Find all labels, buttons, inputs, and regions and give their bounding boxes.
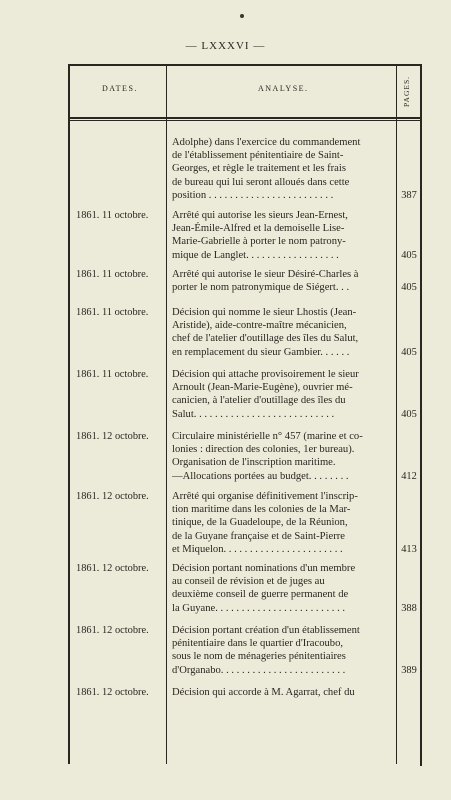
analysis-line: position . . . . . . . . . . . . . . . . . . . . . . . . (172, 189, 334, 201)
ink-speck (240, 14, 244, 18)
entry-date: 1861. 11 octobre. (76, 269, 149, 280)
entry-page: 405 (401, 346, 417, 358)
page-number: — LXXXVI — (185, 40, 266, 52)
analysis-line: Arrêté qui autorise les sieurs Jean-Ernest, (172, 210, 348, 221)
analysis-line: Adolphe) dans l'exercice du commandement (172, 137, 361, 148)
analysis-line: tion maritime dans les colonies de la Mar- (172, 504, 351, 516)
entry-analysis (172, 368, 394, 421)
entry-page: 405 (401, 408, 417, 420)
analysis-line: Décision qui attache provisoirement le sieur (172, 369, 359, 380)
analysis-line: Aristide), aide-contre-maître mécanicien, (172, 320, 347, 332)
analysis-line: Arrêté qui organise définitivement l'inscrip- (172, 491, 358, 502)
analysis-line: Organisation de l'inscription maritime. (172, 457, 336, 469)
analysis-line: Décision portant nominations d'un membre (172, 563, 356, 574)
analysis-line: sous le nom de ménageries pénitentiaires (172, 651, 346, 663)
header-analyse: ANALYSE. (258, 84, 309, 93)
analysis-line: la Guyane. . . . . . . . . . . . . . . . . . . . . . . . . (172, 602, 346, 614)
entry-date: 1861. 12 octobre. (76, 625, 149, 636)
analysis-line: d'Organabo. . . . . . . . . . . . . . . . . . . . . . . . (172, 664, 346, 676)
entry-analysis (172, 490, 394, 556)
entry-analysis (172, 209, 394, 262)
analysis-line: porter le nom patronymique de Siégert. . . (172, 282, 350, 294)
entry-analysis (172, 624, 394, 677)
analysis-line: —Allocations portées au budget. . . . . . . . (172, 470, 349, 482)
entry-page: 387 (401, 189, 417, 201)
analysis-line: Arnoult (Jean-Marie-Eugène), ouvrier mé- (172, 382, 353, 394)
entry-analysis (172, 306, 394, 359)
table-left-border (68, 64, 70, 764)
header-pages: PAGES. (402, 76, 411, 107)
analysis-line: Arrêté qui autorise le sieur Désiré-Charles à (172, 269, 359, 280)
entry-page: 405 (401, 282, 417, 294)
analysis-line: Décision qui accorde à M. Agarrat, chef du (172, 687, 355, 698)
entry-page: 389 (401, 664, 417, 676)
analysis-line: Georges, et règle le traitement et les frais (172, 163, 346, 175)
analysis-line: en remplacement du sieur Gambier. . . . . . (172, 346, 350, 358)
entry-date: 1861. 11 octobre. (76, 307, 149, 318)
analysis-line: de bureau qui lui seront alloués dans cette (172, 176, 350, 188)
entry-date: 1861. 12 octobre. (76, 491, 149, 502)
analysis-line: de l'établissement pénitentiaire de Saint- (172, 150, 344, 162)
analysis-line: lonies : direction des colonies, 1er bureau). (172, 444, 355, 456)
analysis-line: Marie-Gabrielle à porter le nom patrony- (172, 236, 346, 248)
analysis-line: tinique, de la Guadeloupe, de la Réunion, (172, 517, 348, 529)
entry-page: 413 (401, 543, 417, 555)
entry-date: 1861. 12 octobre. (76, 431, 149, 442)
analysis-line: deuxième conseil de guerre permanent de (172, 589, 349, 601)
column-divider-dates (166, 66, 167, 764)
entry-analysis (172, 268, 394, 294)
entry-analysis (172, 136, 394, 202)
entry-analysis (172, 686, 394, 699)
column-divider-pages (396, 66, 397, 764)
analysis-line: chef de l'atelier d'outillage des îles du Salut, (172, 333, 359, 345)
entry-analysis (172, 562, 394, 615)
header-rule-thin (70, 120, 420, 121)
header-dates: DATES. (102, 84, 138, 93)
analysis-line: canicien, à l'atelier d'outillage des îles du (172, 395, 346, 407)
entry-page: 388 (401, 602, 417, 614)
entry-date: 1861. 12 octobre. (76, 563, 149, 574)
analysis-line: mique de Langlet. . . . . . . . . . . . . . . . . . (172, 249, 339, 261)
analysis-line: Salut. . . . . . . . . . . . . . . . . . . . . . . . . . . (172, 408, 335, 420)
entry-date: 1861. 12 octobre. (76, 687, 149, 698)
analysis-line: de la Guyane française et de Saint-Pierre (172, 530, 345, 542)
header-rule (70, 117, 420, 119)
analysis-line: Circulaire ministérielle n° 457 (marine et co- (172, 431, 363, 442)
analysis-line: Décision portant création d'un établissement (172, 625, 360, 636)
analysis-line: Décision qui nomme le sieur Lhostis (Jean- (172, 307, 357, 318)
analysis-line: pénitentiaire dans le quartier d'Iracoubo, (172, 638, 344, 650)
entry-date: 1861. 11 octobre. (76, 369, 149, 380)
analysis-line: et Miquelon. . . . . . . . . . . . . . . . . . . . . . . (172, 543, 343, 555)
entry-date: 1861. 11 octobre. (76, 210, 149, 221)
analysis-line: Jean-Émile-Alfred et la demoiselle Lise- (172, 223, 345, 235)
entry-page: 405 (401, 249, 417, 261)
entry-page: 412 (401, 470, 417, 482)
entry-analysis (172, 430, 394, 483)
analysis-line: au conseil de révision et de juges au (172, 576, 325, 588)
